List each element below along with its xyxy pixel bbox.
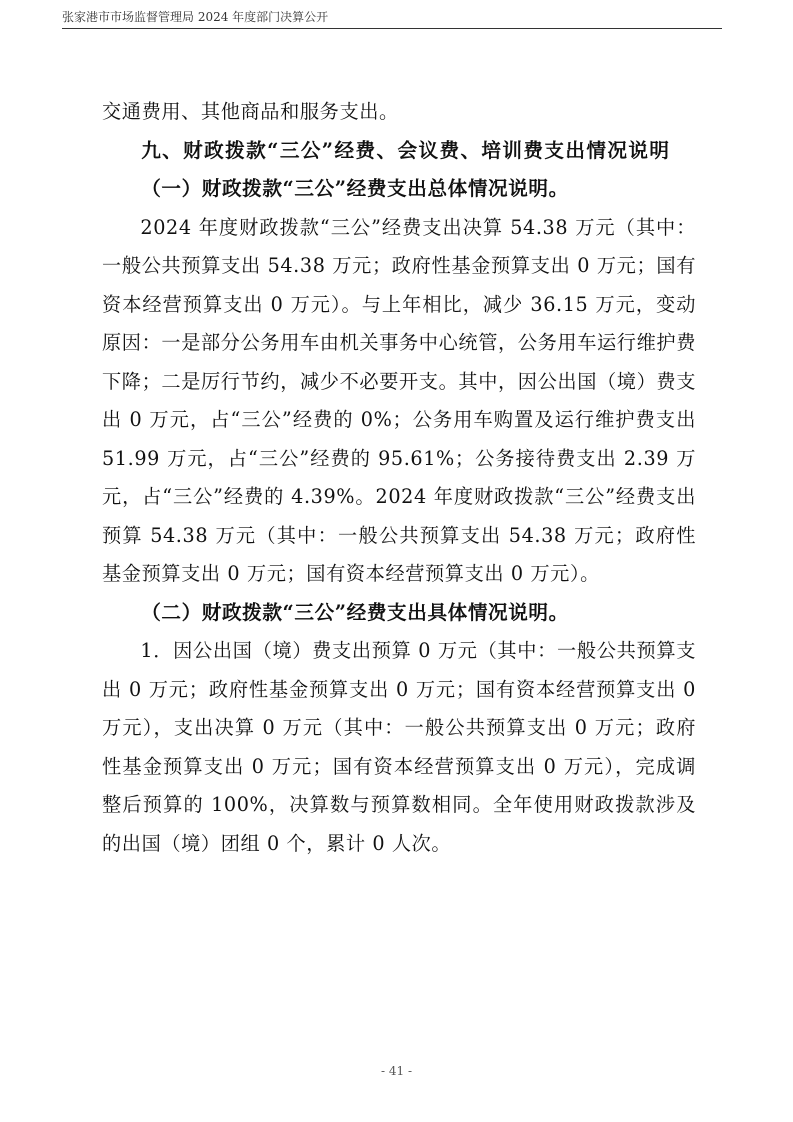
paragraph-overall-three-public: 2024 年度财政拨款“三公”经费支出决算 54.38 万元（其中：一般公共预算支出 54.38 万元；政府性基金预算支出 0 万元；国有资本经营预算支出 0 万元）。与上年相比，减少 36.15 万元，变动原因：一是部分公务用车由机关事务中心统管，公务用车运行维护费下降；二是厉行节约，减少不必要开支。其中，因公出国（境）费支出 0 万元，占“三公”经费的 0%；公务用车购置及运行维护费支出 51.99 万元，占“三公”经费的 95.61%；公务接待费支出 2.39 万元，占“三公”经费的 4.39%。2024 年度财政拨款“三公”经费支出预算 54.38 万元（其中：一般公共预算支出 54.38 万元；政府性基金预算支出 0 万元；国有资本经营预算支出 0 万元）。 xyxy=(102,215,696,585)
running-header: 张家港市市场监督管理局 2024 年度部门决算公开 xyxy=(62,10,329,24)
header-divider xyxy=(62,28,722,29)
continuation-paragraph: 交通费用、其他商品和服务支出。 xyxy=(102,100,399,123)
subsection-heading-2: （二）财政拨款“三公”经费支出具体情况说明。 xyxy=(141,600,569,624)
section-heading: 九、财政拨款“三公”经费、会议费、培训费支出情况说明 xyxy=(141,138,671,162)
page-number: - 41 - xyxy=(380,1064,412,1078)
document-body xyxy=(102,93,696,863)
subsection-heading-1: （一）财政拨款“三公”经费支出总体情况说明。 xyxy=(141,177,569,200)
paragraph-outbound-travel: 1．因公出国（境）费支出预算 0 万元（其中：一般公共预算支出 0 万元；政府性基金预算支出 0 万元；国有资本经营预算支出 0 万元），支出决算 0 万元（其中：一般公共预算支出 0 万元；政府性基金预算支出 0 万元；国有资本经营预算支出 0 万元），完成调整后预算的 100%，决算数与预算数相同。全年使用财政拨款涉及的出国（境）团组 0 个，累计 0 人次。 xyxy=(102,639,696,855)
